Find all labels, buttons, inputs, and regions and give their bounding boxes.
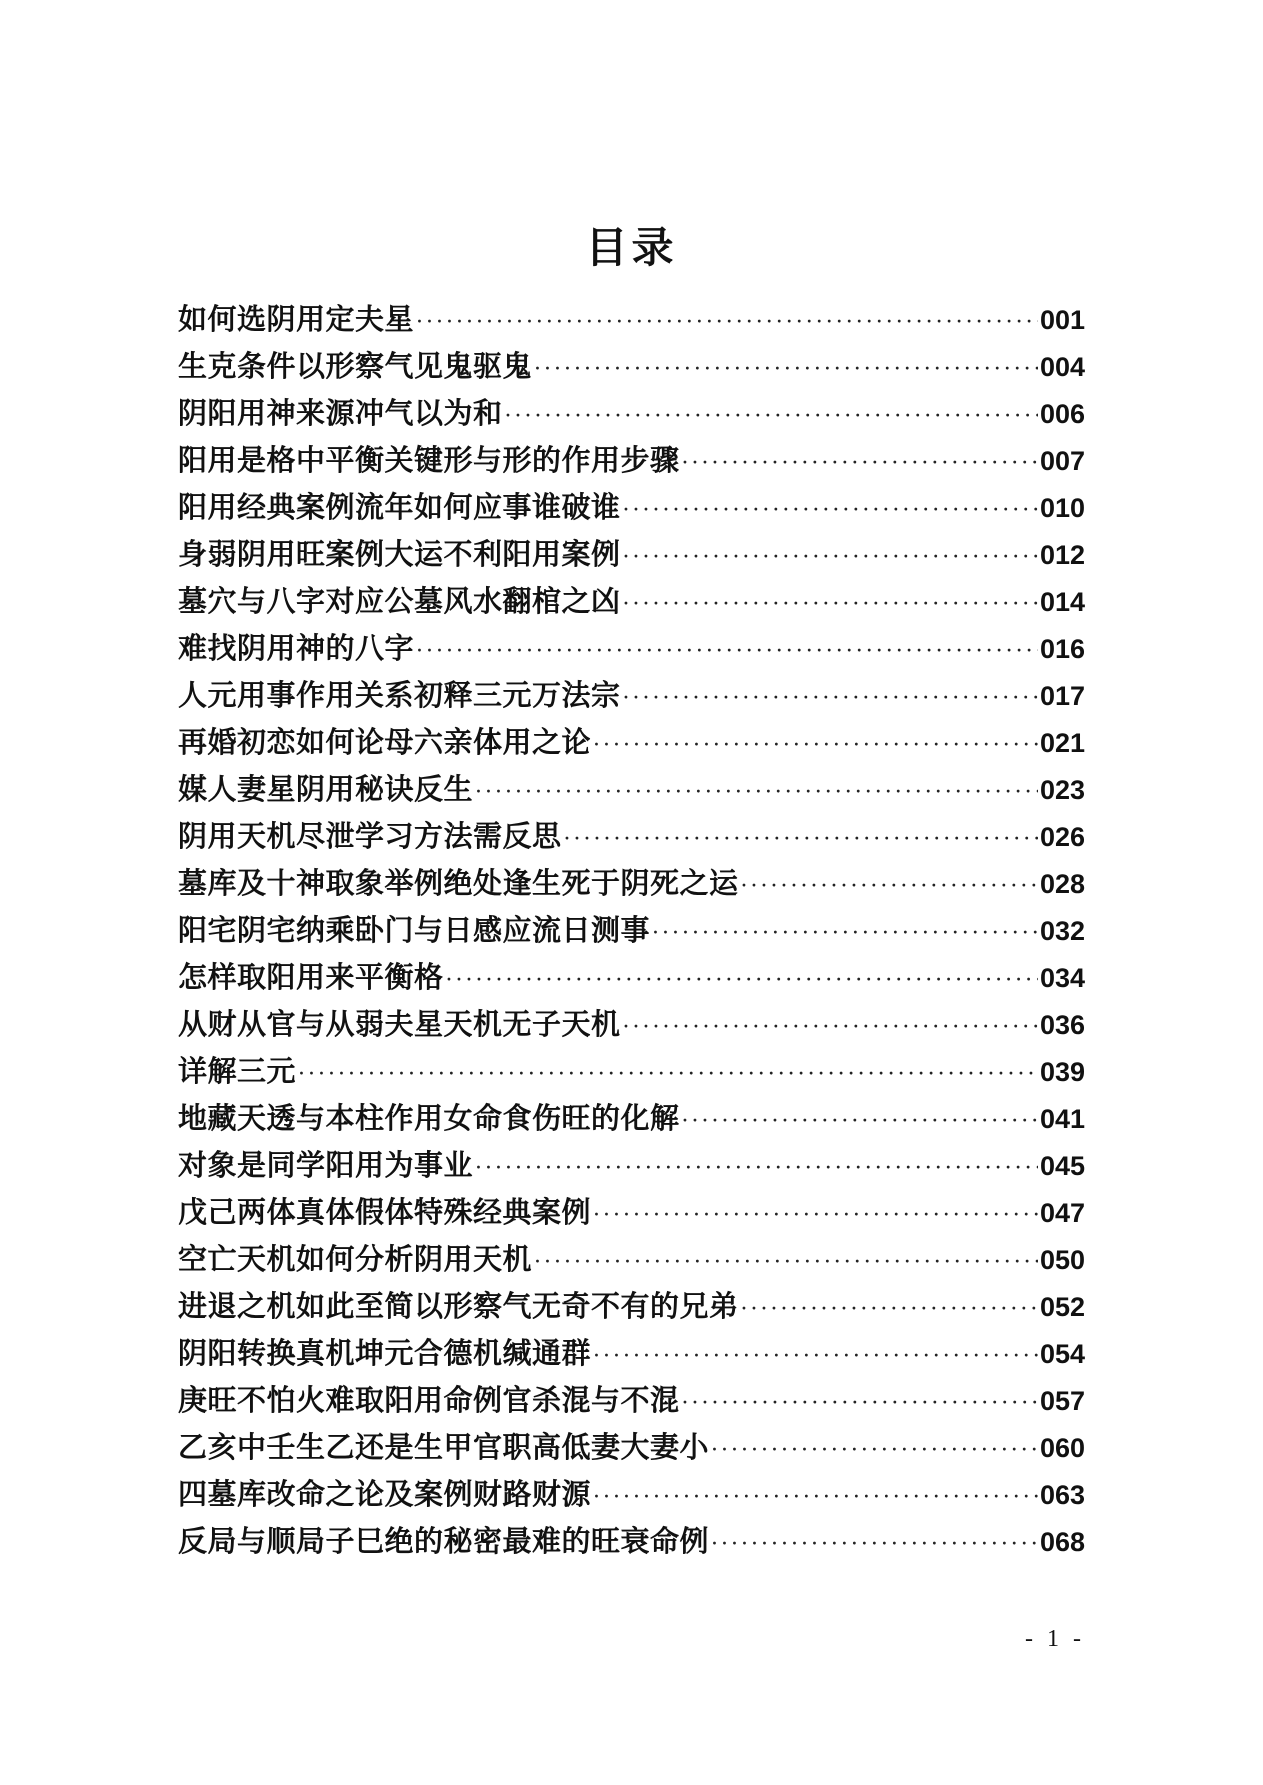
dot-leader xyxy=(505,393,1038,440)
toc-entry-title: 对象是同学阳用为事业 xyxy=(178,1148,474,1182)
toc-entry[interactable] xyxy=(178,437,1085,484)
toc-entry-title: 再婚初恋如何论母六亲体用之论 xyxy=(178,725,592,759)
dot-leader xyxy=(741,1286,1038,1333)
dot-leader xyxy=(741,863,1038,910)
dot-leader xyxy=(652,910,1038,957)
toc-entry-page: 023 xyxy=(1039,775,1085,805)
toc-entry[interactable] xyxy=(178,860,1085,907)
toc-entry[interactable] xyxy=(178,766,1085,813)
dot-leader xyxy=(593,722,1038,769)
toc-entry[interactable] xyxy=(178,907,1085,954)
toc-entry[interactable] xyxy=(178,1236,1085,1283)
toc-entry-page: 007 xyxy=(1039,446,1085,476)
dot-leader xyxy=(534,346,1038,393)
dot-leader xyxy=(711,1427,1038,1474)
toc-entry-title: 难找阴用神的八字 xyxy=(178,631,415,665)
toc-entry-title: 阳用经典案例流年如何应事谁破谁 xyxy=(178,490,621,524)
toc-entry-title: 阴阳用神来源冲气以为和 xyxy=(178,396,503,430)
toc-entry-page: 063 xyxy=(1039,1480,1085,1510)
page-number: - 1 - xyxy=(1025,1626,1085,1652)
toc-entry[interactable] xyxy=(178,672,1085,719)
toc-list xyxy=(178,296,1085,1565)
toc-entry[interactable] xyxy=(178,1048,1085,1095)
toc-entry-page: 004 xyxy=(1039,352,1085,382)
toc-entry[interactable] xyxy=(178,1330,1085,1377)
toc-entry-title: 空亡天机如何分析阴用天机 xyxy=(178,1242,533,1276)
dot-leader xyxy=(564,816,1038,863)
toc-entry-page: 026 xyxy=(1039,822,1085,852)
toc-entry-page: 010 xyxy=(1039,493,1085,523)
toc-entry[interactable] xyxy=(178,1471,1085,1518)
dot-leader xyxy=(623,487,1038,534)
toc-entry-page: 054 xyxy=(1039,1339,1085,1369)
toc-entry[interactable] xyxy=(178,1377,1085,1424)
toc-entry-page: 014 xyxy=(1039,587,1085,617)
dot-leader xyxy=(623,675,1038,722)
toc-entry-title: 庚旺不怕火难取阳用命例官杀混与不混 xyxy=(178,1383,680,1417)
toc-entry[interactable] xyxy=(178,484,1085,531)
toc-entry-title: 地藏天透与本柱作用女命食伤旺的化解 xyxy=(178,1101,680,1135)
toc-entry-page: 041 xyxy=(1039,1104,1085,1134)
toc-entry-page: 057 xyxy=(1039,1386,1085,1416)
toc-entry-page: 028 xyxy=(1039,869,1085,899)
dot-leader xyxy=(593,1474,1038,1521)
toc-entry-title: 阴用天机尽泄学习方法需反思 xyxy=(178,819,562,853)
toc-entry[interactable] xyxy=(178,1001,1085,1048)
toc-entry-title: 墓库及十神取象举例绝处逢生死于阴死之运 xyxy=(178,866,739,900)
toc-entry-title: 墓穴与八字对应公墓风水翻棺之凶 xyxy=(178,584,621,618)
toc-entry-title: 戊己两体真体假体特殊经典案例 xyxy=(178,1195,592,1229)
toc-entry-title: 四墓库改命之论及案例财路财源 xyxy=(178,1477,592,1511)
dot-leader xyxy=(623,534,1038,581)
toc-entry[interactable] xyxy=(178,719,1085,766)
toc-entry-page: 050 xyxy=(1039,1245,1085,1275)
toc-entry-page: 006 xyxy=(1039,399,1085,429)
toc-entry-page: 039 xyxy=(1039,1057,1085,1087)
toc-entry[interactable] xyxy=(178,813,1085,860)
toc-entry-title: 人元用事作用关系初释三元万法宗 xyxy=(178,678,621,712)
toc-entry-title: 怎样取阳用来平衡格 xyxy=(178,960,444,994)
toc-entry-title: 如何选阴用定夫星 xyxy=(178,302,415,336)
toc-entry-page: 001 xyxy=(1039,305,1085,335)
dot-leader xyxy=(475,1145,1038,1192)
toc-entry-title: 阳宅阴宅纳乘卧门与日感应流日测事 xyxy=(178,913,651,947)
toc-entry[interactable] xyxy=(178,1142,1085,1189)
dot-leader xyxy=(593,1192,1038,1239)
toc-entry[interactable] xyxy=(178,1283,1085,1330)
toc-entry[interactable] xyxy=(178,343,1085,390)
page-title: 目录 xyxy=(585,223,678,272)
toc-entry[interactable] xyxy=(178,1189,1085,1236)
toc-entry-title: 详解三元 xyxy=(178,1054,297,1088)
dot-leader xyxy=(298,1051,1038,1098)
toc-entry[interactable] xyxy=(178,296,1085,343)
dot-leader xyxy=(534,1239,1038,1286)
toc-entry[interactable] xyxy=(178,1095,1085,1142)
toc-entry-page: 034 xyxy=(1039,963,1085,993)
dot-leader xyxy=(682,1098,1038,1145)
toc-entry-page: 017 xyxy=(1039,681,1085,711)
toc-entry-page: 032 xyxy=(1039,916,1085,946)
toc-entry[interactable] xyxy=(178,531,1085,578)
dot-leader xyxy=(711,1521,1038,1568)
dot-leader xyxy=(682,1380,1038,1427)
dot-leader xyxy=(623,1004,1038,1051)
toc-entry-page: 047 xyxy=(1039,1198,1085,1228)
toc-entry-page: 016 xyxy=(1039,634,1085,664)
toc-entry[interactable] xyxy=(178,578,1085,625)
toc-entry[interactable] xyxy=(178,1424,1085,1471)
toc-entry-page: 021 xyxy=(1039,728,1085,758)
toc-entry-page: 036 xyxy=(1039,1010,1085,1040)
toc-entry-title: 反局与顺局子巳绝的秘密最难的旺衰命例 xyxy=(178,1524,710,1558)
toc-entry[interactable] xyxy=(178,954,1085,1001)
toc-entry-title: 乙亥中壬生乙还是生甲官职高低妻大妻小 xyxy=(178,1430,710,1464)
toc-entry[interactable] xyxy=(178,1518,1085,1565)
toc-entry-page: 012 xyxy=(1039,540,1085,570)
toc-entry-page: 060 xyxy=(1039,1433,1085,1463)
toc-entry-title: 生克条件以形察气见鬼驱鬼 xyxy=(178,349,533,383)
toc-entry-page: 052 xyxy=(1039,1292,1085,1322)
toc-entry-page: 068 xyxy=(1039,1527,1085,1557)
toc-entry[interactable] xyxy=(178,390,1085,437)
toc-entry-title: 媒人妻星阴用秘诀反生 xyxy=(178,772,474,806)
toc-entry-title: 从财从官与从弱夫星天机无子天机 xyxy=(178,1007,621,1041)
dot-leader xyxy=(416,628,1038,675)
dot-leader xyxy=(475,769,1038,816)
dot-leader xyxy=(682,440,1038,487)
dot-leader xyxy=(593,1333,1038,1380)
dot-leader xyxy=(446,957,1038,1004)
dot-leader xyxy=(416,299,1038,346)
toc-entry-title: 阳用是格中平衡关键形与形的作用步骤 xyxy=(178,443,680,477)
toc-entry-title: 进退之机如此至简以形察气无奇不有的兄弟 xyxy=(178,1289,739,1323)
toc-entry-title: 阴阳转换真机坤元合德机缄通群 xyxy=(178,1336,592,1370)
toc-entry[interactable] xyxy=(178,625,1085,672)
toc-entry-page: 045 xyxy=(1039,1151,1085,1181)
dot-leader xyxy=(623,581,1038,628)
toc-entry-title: 身弱阴用旺案例大运不利阳用案例 xyxy=(178,537,621,571)
